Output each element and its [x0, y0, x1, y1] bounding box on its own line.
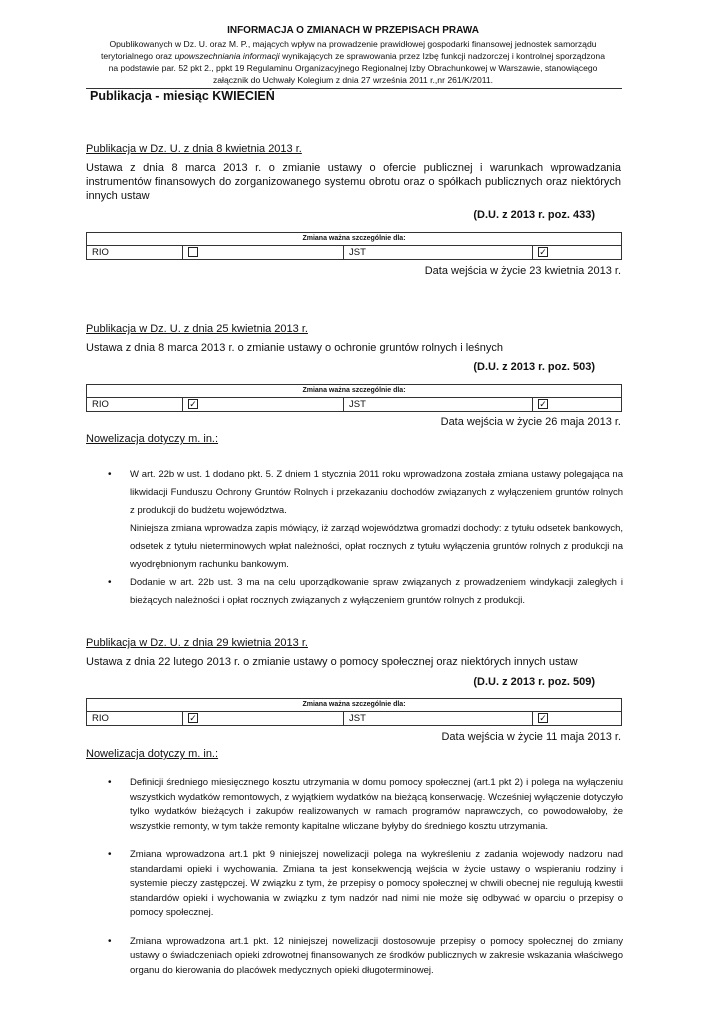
list-item-text: Dodanie w art. 22b ust. 3 ma na celu uporządkowanie spraw związanych z prowadzeniem windykacji zaległych i bieżących należności i opłat rocznych związanych z wyłączeniem gruntów rolnych z produkcji. — [130, 577, 623, 606]
bullet-icon: • — [108, 469, 112, 480]
act-title: Ustawa z dnia 22 lutego 2013 r. o zmianie ustawy o pomocy społecznej oraz niektórych innych ustaw — [86, 656, 578, 668]
effective-date: Data wejścia w życie 23 kwietnia 2013 r. — [424, 265, 621, 277]
relevance-table-header: Zmiana ważna szczególnie dla: — [87, 233, 622, 246]
journal-position: (D.U. z 2013 r. poz. 503) — [473, 361, 595, 373]
effective-date: Data wejścia w życie 26 maja 2013 r. — [440, 416, 621, 428]
publication-date: Publikacja w Dz. U. z dnia 29 kwietnia 2013 r. — [86, 637, 308, 649]
rio-label: RIO — [87, 398, 183, 412]
rio-checkbox-icon — [188, 247, 198, 257]
list-item-text: Definicji średniego miesięcznego kosztu utrzymania w domu pomocy społecznej (art.1 pkt 2) i polega na wyłączeniu wszystkich wydatków remontowych, z wyjątkiem wydatków na bieżącą konserwację. Wcześniej wyłączenie dotyczyło tylko wydatków bieżących i zakupów realizowanych w ramach programów naprawczych, co powodowałoby, że wszystkie remonty, w tym także remonty kapitalne wliczane byłyby do średniego kosztu utrzymania. — [130, 777, 623, 832]
list-item — [108, 574, 623, 610]
bullet-icon: • — [108, 849, 112, 860]
document-title: INFORMACJA O ZMIANACH W PRZEPISACH PRAWA — [227, 25, 479, 36]
journal-position: (D.U. z 2013 r. poz. 509) — [473, 676, 595, 688]
rio-checkbox-icon: ✓ — [189, 398, 197, 409]
publication-date: Publikacja w Dz. U. z dnia 25 kwietnia 2013 r. — [86, 323, 308, 335]
list-item-text: W art. 22b w ust. 1 dodano pkt. 5. Z dniem 1 stycznia 2011 roku wprowadzona została zmiana ustawy polegająca na likwidacji Funduszu Ochrony Gruntów Rolnych i przekazaniu dochodów związanych z wyłączeniem gruntów rolnych z produkcji do budżetu województwa. — [130, 469, 623, 516]
bullet-icon: • — [108, 577, 112, 588]
header-line-2-italic: upowszechniania informacji — [174, 51, 280, 61]
act-title: Ustawa z dnia 8 marca 2013 r. o zmianie ustawy o ochronie gruntów rolnych i leśnych — [86, 342, 503, 354]
jst-label: JST — [344, 246, 533, 260]
header-line-2b: wynikających ze sprawowania przez Izbę funkcji nadzorczej i kontrolnej sporządzona — [279, 51, 605, 61]
bullet-icon: • — [108, 777, 112, 788]
journal-position: (D.U. z 2013 r. poz. 433) — [473, 209, 595, 221]
relevance-table-header: Zmiana ważna szczególnie dla: — [87, 699, 622, 712]
header-line-1: Opublikowanych w Dz. U. oraz M. P., mających wpływ na prowadzenie prawidłowej gospodarki finansowej jednostek samorządu — [109, 39, 597, 49]
amendment-list — [108, 776, 623, 992]
jst-label: JST — [344, 712, 533, 726]
amendment-label: Nowelizacja dotyczy m. in.: — [86, 748, 219, 760]
amendment-list — [108, 466, 623, 610]
list-item-text: Zmiana wprowadzona art.1 pkt. 12 niniejszej nowelizacji dostosowuje przepisy o pomocy społecznej do zmiany ustawy o świadczeniach opieki zdrowotnej finansowanych ze środków publicznych w zakresie wskazania właściwego organu do kierowania do placówek medycznych opieki długoterminowej. — [130, 935, 623, 976]
publication-date: Publikacja w Dz. U. z dnia 8 kwietnia 2013 r. — [86, 143, 302, 155]
list-item — [108, 935, 623, 979]
jst-label: JST — [344, 398, 533, 412]
amendment-label: Nowelizacja dotyczy m. in.: — [86, 433, 219, 445]
jst-checkbox-icon: ✓ — [539, 398, 547, 409]
header-line-2a: terytorialnego oraz — [101, 51, 175, 61]
relevance-table — [86, 698, 622, 726]
document-header — [78, 24, 628, 86]
effective-date: Data wejścia w życie 11 maja 2013 r. — [441, 731, 621, 743]
header-line-3: na podstawie par. 52 pkt 2., ppkt 19 Regulaminu Organizacyjnego Regionalnej Izby Obrachunkowej w Warszawie, stanowiącego — [108, 63, 598, 73]
relevance-table-header: Zmiana ważna szczególnie dla: — [87, 385, 622, 398]
list-item — [108, 466, 623, 574]
rio-label: RIO — [87, 712, 183, 726]
list-item — [108, 848, 623, 921]
header-description — [78, 38, 628, 86]
act-title: Ustawa z dnia 8 marca 2013 r. o zmianie ustawy o ofercie publicznej i warunkach wprowadzania instrumentów finansowych do zorganizowanego systemu obrotu oraz o spółkach publicznych oraz niektórych innych ustaw — [86, 162, 621, 202]
header-line-4: załącznik do Uchwały Kolegium z dnia 27 września 2011 r.,nr 261/K/2011. — [212, 75, 494, 85]
list-item-extra: Niniejsza zmiana wprowadza zapis mówiący, iż zarząd województwa gromadzi dochody: z tytułu odsetek bankowych, odsetek z tytułu nieterminowych wpłat należności, opłat rocznych z tytułu wyłączenia gruntów rolnych z produkcji na wyodrębnionym rachunku bankowym. — [130, 523, 623, 570]
jst-checkbox-icon: ✓ — [539, 246, 547, 257]
relevance-table — [86, 232, 622, 260]
month-title: Publikacja - miesiąc KWIECIEŃ — [90, 89, 275, 103]
rio-label: RIO — [87, 246, 183, 260]
bullet-icon: • — [108, 935, 112, 947]
jst-checkbox-icon: ✓ — [539, 712, 547, 723]
rio-checkbox-icon: ✓ — [189, 712, 197, 723]
list-item-text: Zmiana wprowadzona art.1 pkt 9 niniejszej nowelizacji polega na wykreśleniu z zadania wojewody nadzoru nad standardami opieki i wychowania. Zmiana ta jest konsekwencją wejścia w życie ustawy o wspieraniu rodziny i systemie pieczy zastępczej. W związku z tym, że przepisy o pomocy społecznej w chwili obecnej nie regulują kwestii standardów opieki i wychowania w związku z tym nadzór nad nimi nie może się odbywać w oparciu o przepisy o pomocy społecznej. — [130, 849, 623, 918]
relevance-table — [86, 384, 622, 412]
list-item — [108, 776, 623, 834]
